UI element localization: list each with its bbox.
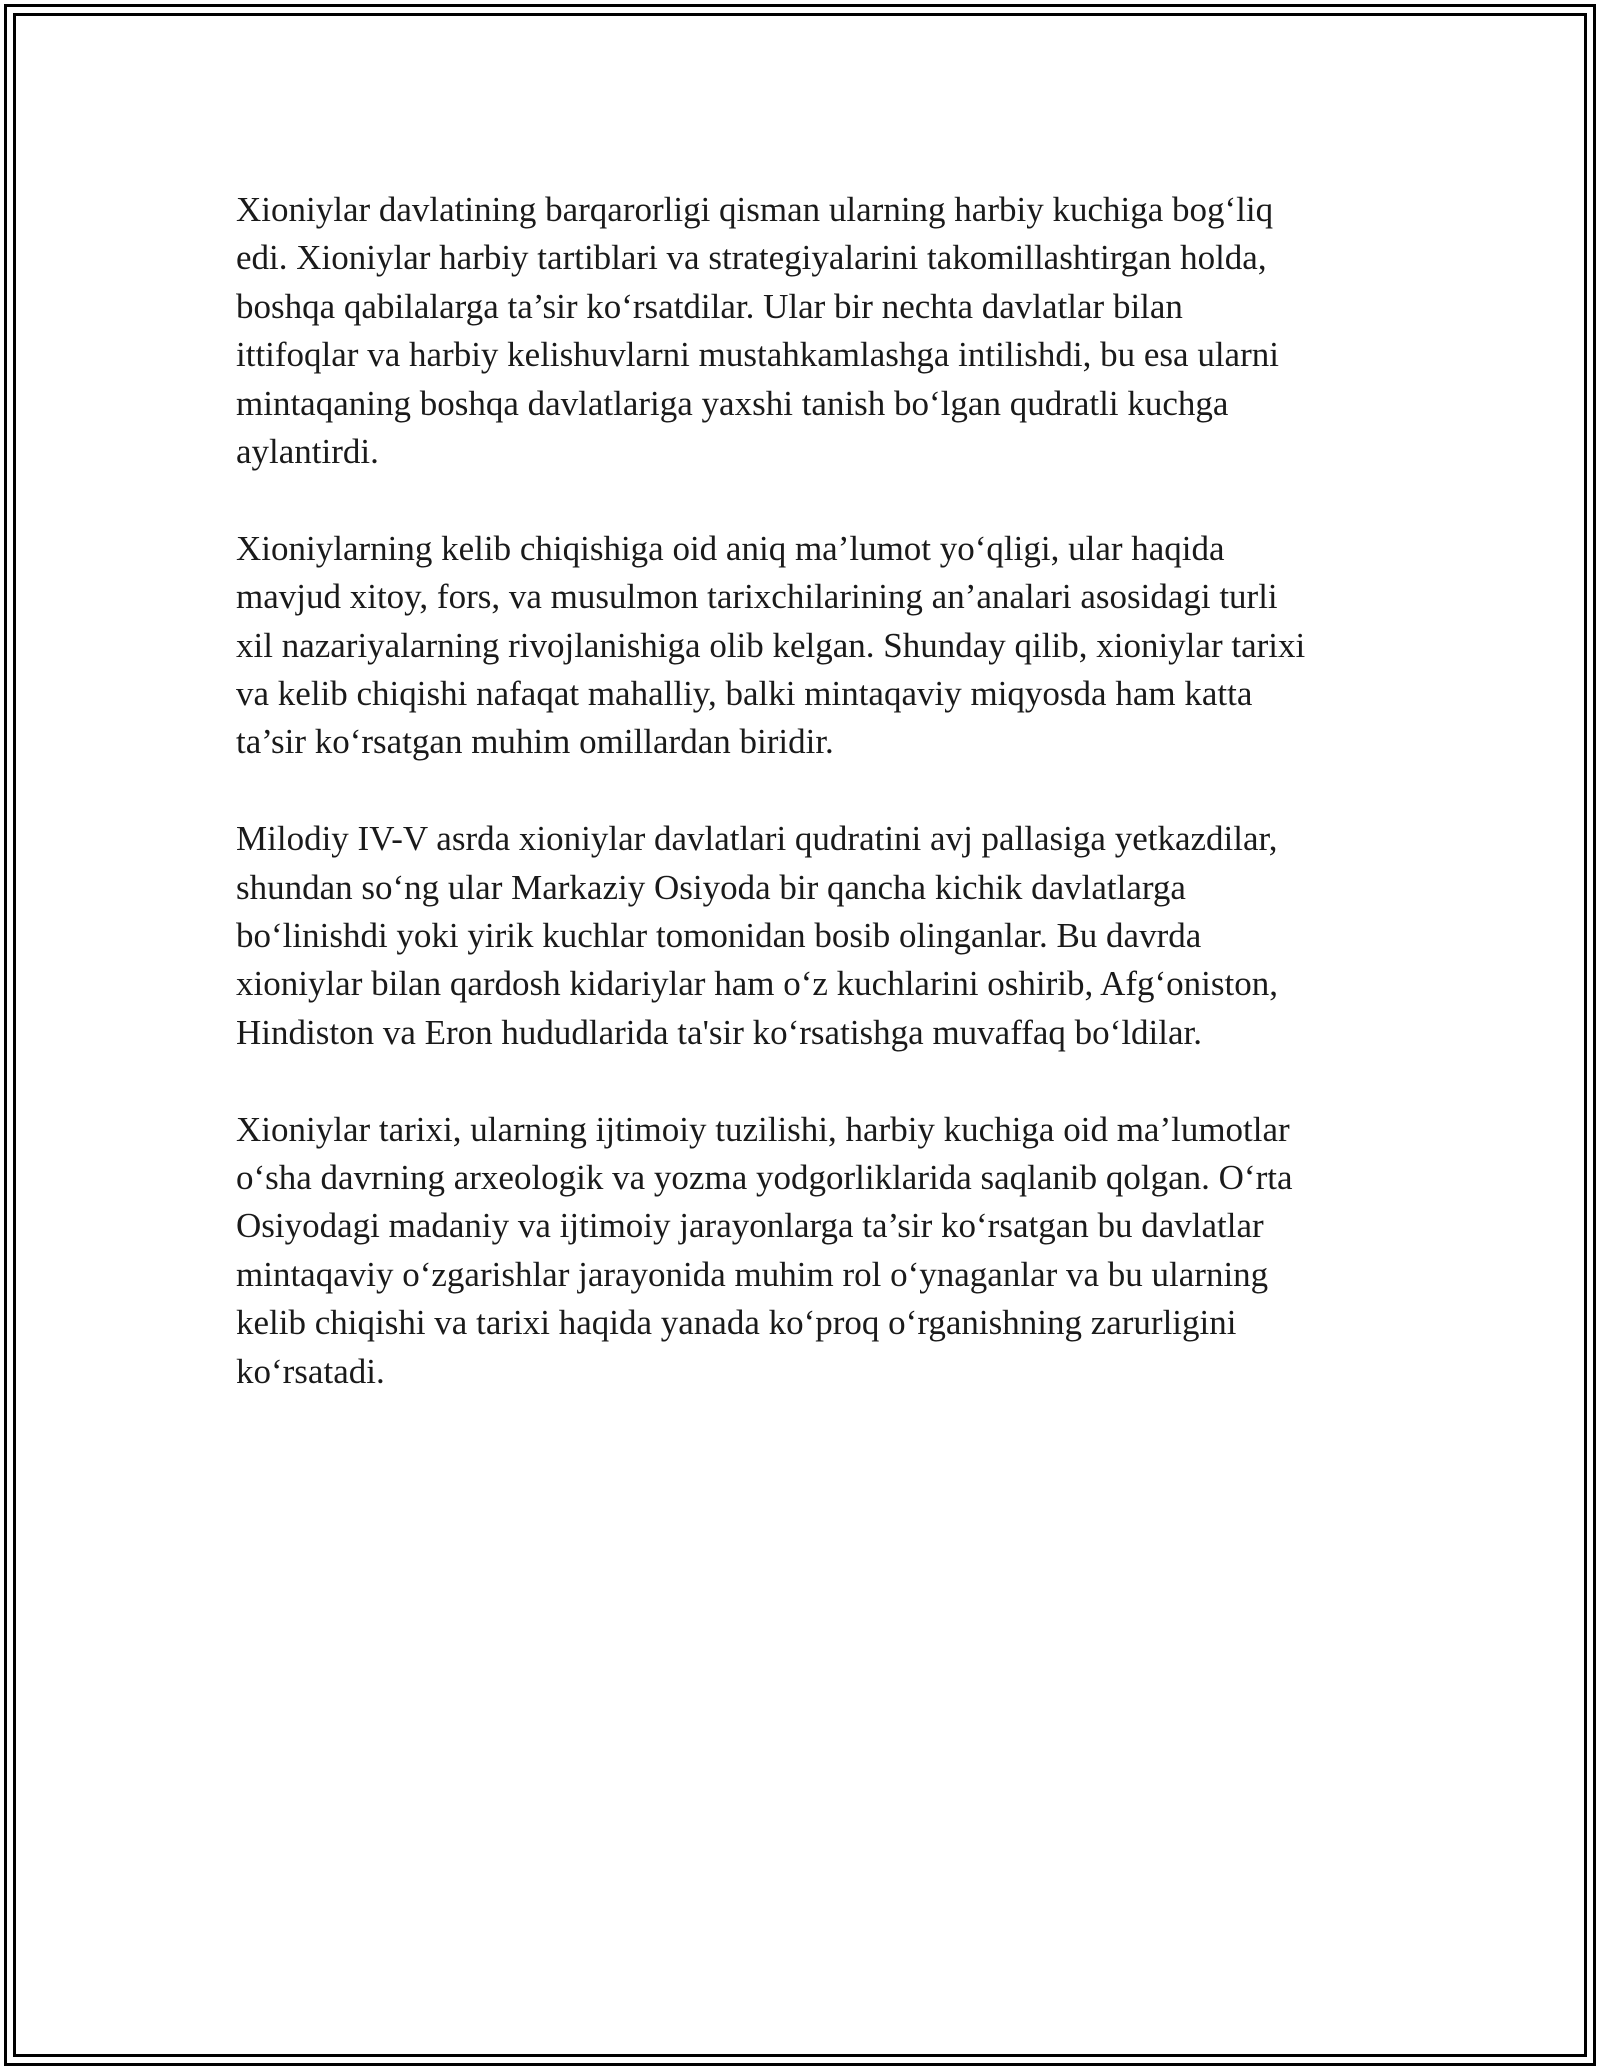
text-line: Xioniylar tarixi, ularning ijtimoiy tuzilishi, harbiy kuchiga oid ma’lumotlar — [236, 1109, 1290, 1149]
text-line: ta’sir ko‘rsatgan muhim omillardan biridir. — [236, 722, 834, 762]
paragraph-3 — [236, 815, 1416, 1057]
text-line: va kelib chiqishi nafaqat mahalliy, balki mintaqaviy miqyosda ham katta — [236, 674, 1253, 714]
text-line: boshqa qabilalarga ta’sir ko‘rsatdilar. Ular bir nechta davlatlar bilan — [236, 286, 1183, 326]
text-line: mintaqaviy o‘zgarishlar jarayonida muhim rol o‘ynaganlar va bu ularning — [236, 1254, 1269, 1294]
paragraph-4 — [236, 1106, 1416, 1396]
text-line: kelib chiqishi va tarixi haqida yanada ko‘proq o‘rganishning zarurligini — [236, 1303, 1237, 1343]
text-line: ko‘rsatadi. — [236, 1351, 385, 1391]
text-line: Osiyodagi madaniy va ijtimoiy jarayonlarga ta’sir ko‘rsatgan bu davlatlar — [236, 1206, 1264, 1246]
text-line: Xioniylar davlatining barqarorligi qisman ularning harbiy kuchiga bog‘liq — [236, 190, 1274, 229]
text-line: edi. Xioniylar harbiy tartiblari va strategiyalarini takomillashtirgan holda, — [236, 238, 1267, 278]
paragraph-1 — [236, 186, 1416, 476]
text-line: o‘sha davrning arxeologik va yozma yodgorliklarida saqlanib qolgan. O‘rta — [236, 1158, 1293, 1198]
text-line: ittifoqlar va harbiy kelishuvlarni mustahkamlashga intilishdi, bu esa ularni — [236, 335, 1279, 375]
text-line: mavjud xitoy, fors, va musulmon tarixchilarining an’analari asosidagi turli — [236, 577, 1278, 617]
text-line: bo‘linishdi yoki yirik kuchlar tomonidan bosib olinganlar. Bu davrda — [236, 916, 1202, 956]
paragraph-2 — [236, 525, 1416, 767]
text-line: Milodiy IV-V asrda xioniylar davlatlari qudratini avj pallasiga yetkazdilar, — [236, 819, 1278, 859]
text-line: Hindiston va Eron hududlarida ta'sir ko‘rsatishga muvaffaq bo‘ldilar. — [236, 1012, 1203, 1052]
text-line: mintaqaning boshqa davlatlariga yaxshi tanish bo‘lgan qudratli kuchga — [236, 383, 1229, 423]
text-line: aylantirdi. — [236, 432, 379, 472]
text-line: shundan so‘ng ular Markaziy Osiyoda bir qancha kichik davlatlarga — [236, 867, 1186, 907]
document-body — [236, 186, 1416, 1445]
text-line: xil nazariyalarning rivojlanishiga olib kelgan. Shunday qilib, xioniylar tarixi — [236, 625, 1306, 665]
text-line: Xioniylarning kelib chiqishiga oid aniq ma’lumot yo‘qligi, ular haqida — [236, 528, 1225, 568]
text-line: xioniylar bilan qardosh kidariylar ham o‘z kuchlarini oshirib, Afg‘oniston, — [236, 964, 1279, 1004]
